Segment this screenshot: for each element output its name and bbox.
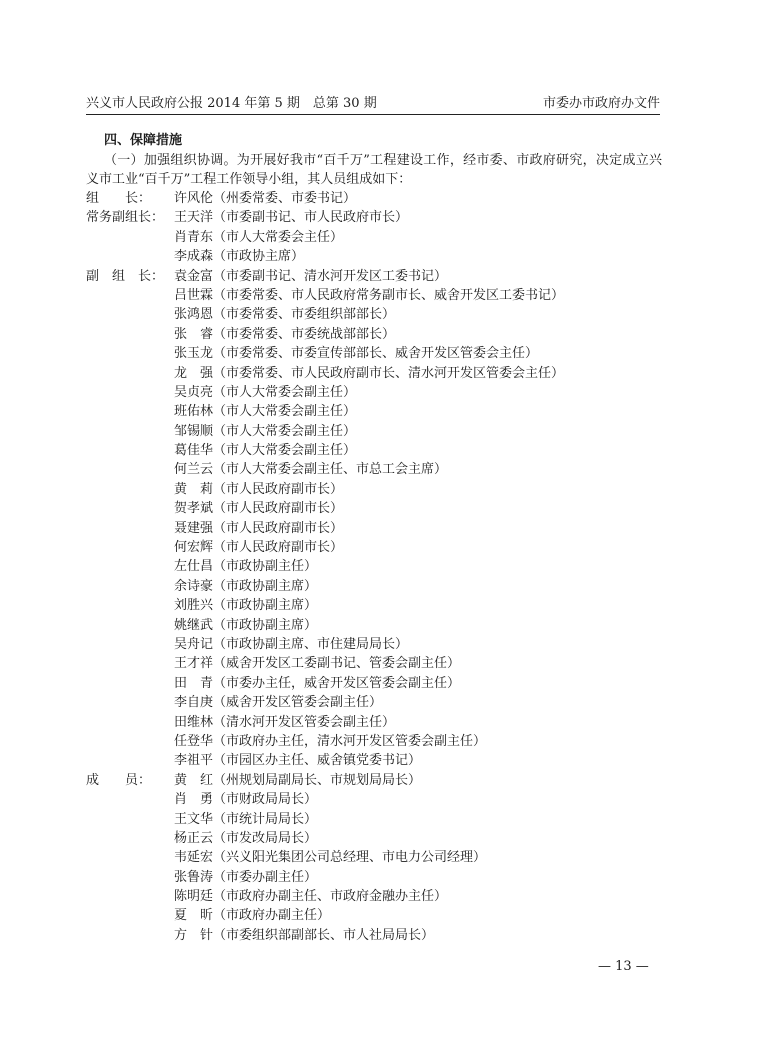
roster-member: 夏 昕（市政府办副主任）: [174, 908, 331, 924]
page-header: [86, 94, 660, 115]
roster-member: 韦延宏（兴义阳光集团公司总经理、市电力公司经理）: [174, 850, 487, 866]
roster-row: [86, 713, 662, 732]
roster-row: [86, 228, 662, 247]
roster-row: [86, 344, 662, 363]
roster-member: 张 睿（市委常委、市委统战部部长）: [174, 326, 396, 342]
page-number: — 13 —: [598, 959, 649, 974]
roster-row: [86, 810, 662, 829]
roster-row: [86, 247, 662, 266]
roster-row: [86, 635, 662, 654]
roster-row: [86, 383, 662, 402]
roster-row: [86, 499, 662, 518]
roster-member: 田维林（清水河开发区管委会副主任）: [174, 714, 396, 730]
roster-member: 贺孝斌（市人民政府副市长）: [174, 501, 344, 517]
roster-row: [86, 887, 662, 906]
roster-member: 肖青东（市人大常委会主任）: [174, 229, 344, 245]
roster-row: [86, 926, 662, 945]
roster-role-label: 成 员：: [86, 772, 152, 788]
roster-row: [86, 305, 662, 324]
roster-member: 袁金富（市委副书记、清水河开发区工委书记）: [174, 268, 448, 284]
roster-row: [86, 596, 662, 615]
roster-row: [86, 616, 662, 635]
roster-row: [86, 441, 662, 460]
roster-member: 王天洋（市委副书记、市人民政府市长）: [174, 210, 409, 226]
roster-member: 吴舟记（市政协副主席、市住建局局长）: [174, 636, 409, 652]
roster-member: 杨正云（市发改局局长）: [174, 830, 318, 846]
roster-member: 吕世霖（市委常委、市人民政府常务副市长、威舍开发区工委书记）: [174, 287, 565, 303]
roster-row: [86, 790, 662, 809]
roster-member: 何宏辉（市人民政府副市长）: [174, 540, 344, 556]
roster-member: 陈明廷（市政府办副主任、市政府金融办主任）: [174, 889, 448, 905]
roster-row: [86, 751, 662, 770]
roster-member: 黄 红（州规划局副局长、市规划局局长）: [174, 772, 422, 788]
roster-row: [86, 906, 662, 925]
roster-member: 左仕昌（市政协副主任）: [174, 559, 318, 575]
roster-row: [86, 364, 662, 383]
roster-row: [86, 402, 662, 421]
roster-member: 肖 勇（市财政局局长）: [174, 792, 318, 808]
roster-member: 余诗豪（市政协副主席）: [174, 578, 318, 594]
roster-member: 王才祥（威舍开发区工委副书记、管委会副主任）: [174, 656, 461, 672]
roster-row: [86, 460, 662, 479]
roster-member: 方 针（市委组织部副部长、市人社局局长）: [174, 927, 435, 943]
roster-row: [86, 422, 662, 441]
roster-member: 何兰云（市人大常委会副主任、市总工会主席）: [174, 462, 448, 478]
roster-member: 刘胜兴（市政协副主席）: [174, 598, 318, 614]
roster-member: 龙 强（市委常委、市人民政府副市长、清水河开发区管委会主任）: [174, 365, 565, 381]
roster-row: [86, 189, 662, 208]
roster-member: 许风伦（州委常委、市委书记）: [174, 191, 357, 206]
intro-paragraph: （一）加强组织协调。为开展好我市“百千万”工程建设工作，经市委、市政府研究，决定成立兴义市工业“百千万”工程工作领导小组，其人员组成如下：: [86, 153, 662, 188]
roster-member: 张玉龙（市委常委、市委宣传部部长、威舍开发区管委会主任）: [174, 346, 539, 362]
roster-row: [86, 325, 662, 344]
roster-row: [86, 538, 662, 557]
roster-member: 张鸿恩（市委常委、市委组织部部长）: [174, 307, 396, 323]
header-section: 市委办市政府办文件: [542, 96, 660, 111]
roster-member: 王文华（市统计局局长）: [174, 811, 318, 827]
roster-row: [86, 577, 662, 596]
roster-row: [86, 771, 662, 790]
roster-member: 葛佳华（市人大常委会副主任）: [174, 443, 357, 459]
roster-member: 李祖平（市园区办主任、威舍镇党委书记）: [174, 753, 422, 769]
roster-row: [86, 557, 662, 576]
roster-row: [86, 208, 662, 227]
roster-row: [86, 654, 662, 673]
roster-row: [86, 286, 662, 305]
roster-row: [86, 732, 662, 751]
roster-member: 吴贞亮（市人大常委会副主任）: [174, 384, 357, 400]
roster-row: [86, 674, 662, 693]
roster-member: 李成森（市政协主席）: [174, 249, 305, 265]
roster-row: [86, 519, 662, 538]
roster-member: 邹锡顺（市人大常委会副主任）: [174, 423, 357, 439]
roster-member: 姚继武（市政协副主席）: [174, 617, 318, 633]
roster-row: [86, 480, 662, 499]
roster-member: 任登华（市政府办主任，清水河开发区管委会副主任）: [174, 733, 487, 749]
roster-member: 张鲁涛（市委办副主任）: [174, 869, 318, 885]
roster-member: 田 青（市委办主任，威舍开发区管委会副主任）: [174, 675, 461, 691]
roster-list: [86, 189, 662, 945]
roster-member: 班佑林（市人大常委会副主任）: [174, 404, 357, 420]
roster-role-label: 副 组 长：: [86, 268, 165, 284]
roster-member: 黄 莉（市人民政府副市长）: [174, 481, 344, 497]
roster-member: 聂建强（市人民政府副市长）: [174, 520, 344, 536]
roster-row: [86, 829, 662, 848]
roster-row: [86, 693, 662, 712]
roster-row: [86, 868, 662, 887]
roster-row: [86, 848, 662, 867]
roster-member: 李自庚（威舍开发区管委会副主任）: [174, 695, 383, 711]
roster-role-label: 组 长：: [86, 191, 152, 206]
roster-role-label: 常务副组长：: [86, 210, 165, 226]
section-title: 四、保障措施: [104, 133, 183, 148]
roster-row: [86, 267, 662, 286]
header-publication: 兴义市人民政府公报 2014 年第 5 期 总第 30 期: [86, 96, 377, 111]
